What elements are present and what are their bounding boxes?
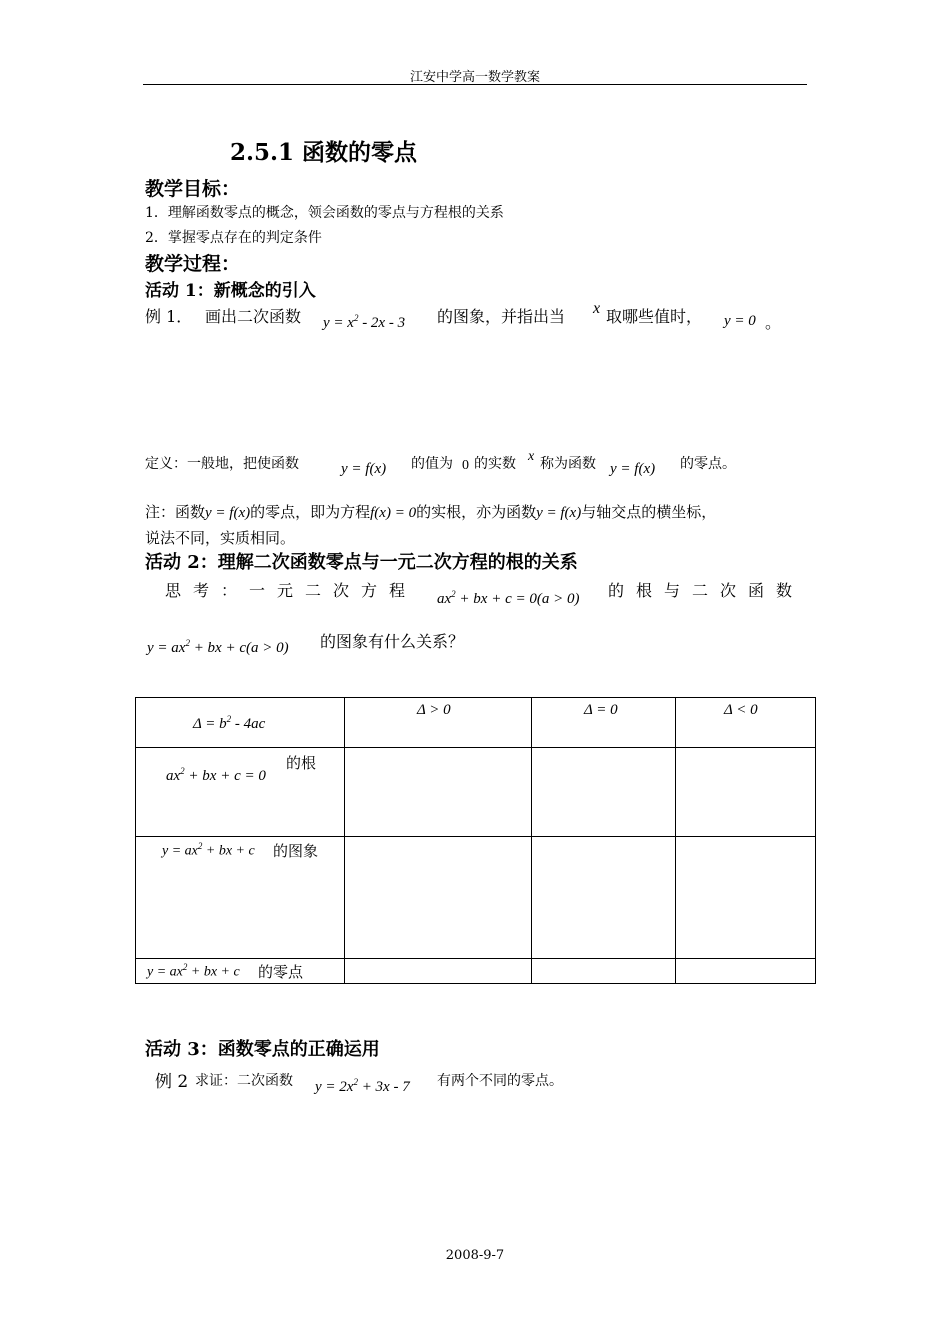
example2-formula: $y = 2x^2 + 3x - 7$ [315,1077,410,1095]
table-cell-empty [532,959,676,984]
goal-item-2: 2．掌握零点存在的判定条件 [145,230,322,246]
example1-formula: $y = x^2 - 2x - 3$ [323,313,406,331]
table-row-label-zeros: $y = ax^2$ + bx + c 的零点 [136,959,345,984]
table-row [136,837,816,959]
table-cell-empty [676,748,816,837]
table-row-label-graph: $y = ax^2$ + bx + c 的图象 [136,837,345,959]
definition-mid1: 的值为 [411,456,453,472]
goal-item-1: 1．理解函数零点的概念，领会函数的零点与方程根的关系 [145,205,504,221]
table-row-label-roots: $ax^2$ + bx + c = 0 的根 [136,748,345,837]
goals-heading: 教学目标： [145,178,241,200]
table-header-positive: Δ > 0 [345,698,532,748]
table-row [136,959,816,984]
header-divider [143,84,807,85]
example2-label: 例 2 [155,1072,189,1092]
table-cell-empty [676,959,816,984]
example1-var-x: x [593,300,601,317]
think-end: 的图象有什么关系？ [320,632,465,651]
definition-label: 定义：一般地，把使函数 [145,456,299,472]
definition-end: 的零点。 [680,456,736,472]
page-header-title: 江安中学高一数学教案 [409,70,540,85]
note-line-1: 注：函数y = f(x)的零点，即为方程f(x) = 0的实根，亦为函数y = f(x)与轴交点的横坐标， [145,503,717,521]
example1-text3: 取哪些值时， [606,307,703,326]
example1-end: 。 [765,313,782,332]
definition-function-1: y = f(x) [341,461,387,477]
footer-date: 2008-9-7 [445,1248,505,1263]
table-cell-empty [532,748,676,837]
example1-text1: 画出二次函数 [205,307,302,326]
table-cell-empty [345,959,532,984]
table-header-zero: Δ = 0 [532,698,676,748]
activity3-heading: 活动 3：函数零点的正确运用 [145,1039,380,1060]
example1-text2: 的图象，并指出当 [437,307,566,326]
table-cell-empty [345,748,532,837]
table-header-negative: Δ < 0 [676,698,816,748]
discriminant-table [135,697,816,984]
example2-text1: 求证：二次函数 [195,1073,293,1089]
activity1-heading: 活动 1：新概念的引入 [145,281,316,301]
definition-function-2: y = f(x) [610,461,656,477]
table-header-row [136,698,816,748]
table-cell-empty [345,837,532,959]
definition-mid2: 的实数 [474,456,516,472]
definition-mid3: 称为函数 [540,456,596,472]
think-function: $y = ax^2$ + bx + c(a > 0) [147,638,289,656]
table-cell-empty [532,837,676,959]
activity2-heading: 活动 2：理解二次函数零点与一元二次方程的根的关系 [145,552,578,573]
lesson-title: 2.5.1 函数的零点 [230,139,418,166]
definition-var-x: x [528,449,535,464]
example2-end: 有两个不同的零点。 [437,1073,563,1089]
table-header-discriminant: $\Delta = b^2 - 4ac$ [136,698,345,748]
example1-result: y = 0 [724,313,756,329]
think-equation: $ax^2$ + bx + c = 0(a > 0) [437,589,580,607]
example1-label: 例 1． [145,307,193,326]
think-label: 思考：一元二次方程 [165,581,418,600]
definition-zero: 0 [462,458,469,473]
table-cell-empty [676,837,816,959]
process-heading: 教学过程： [145,253,241,275]
table-row [136,748,816,837]
note-line-2: 说法不同，实质相同。 [145,529,296,547]
think-mid: 的根与二次函数 [608,581,805,600]
